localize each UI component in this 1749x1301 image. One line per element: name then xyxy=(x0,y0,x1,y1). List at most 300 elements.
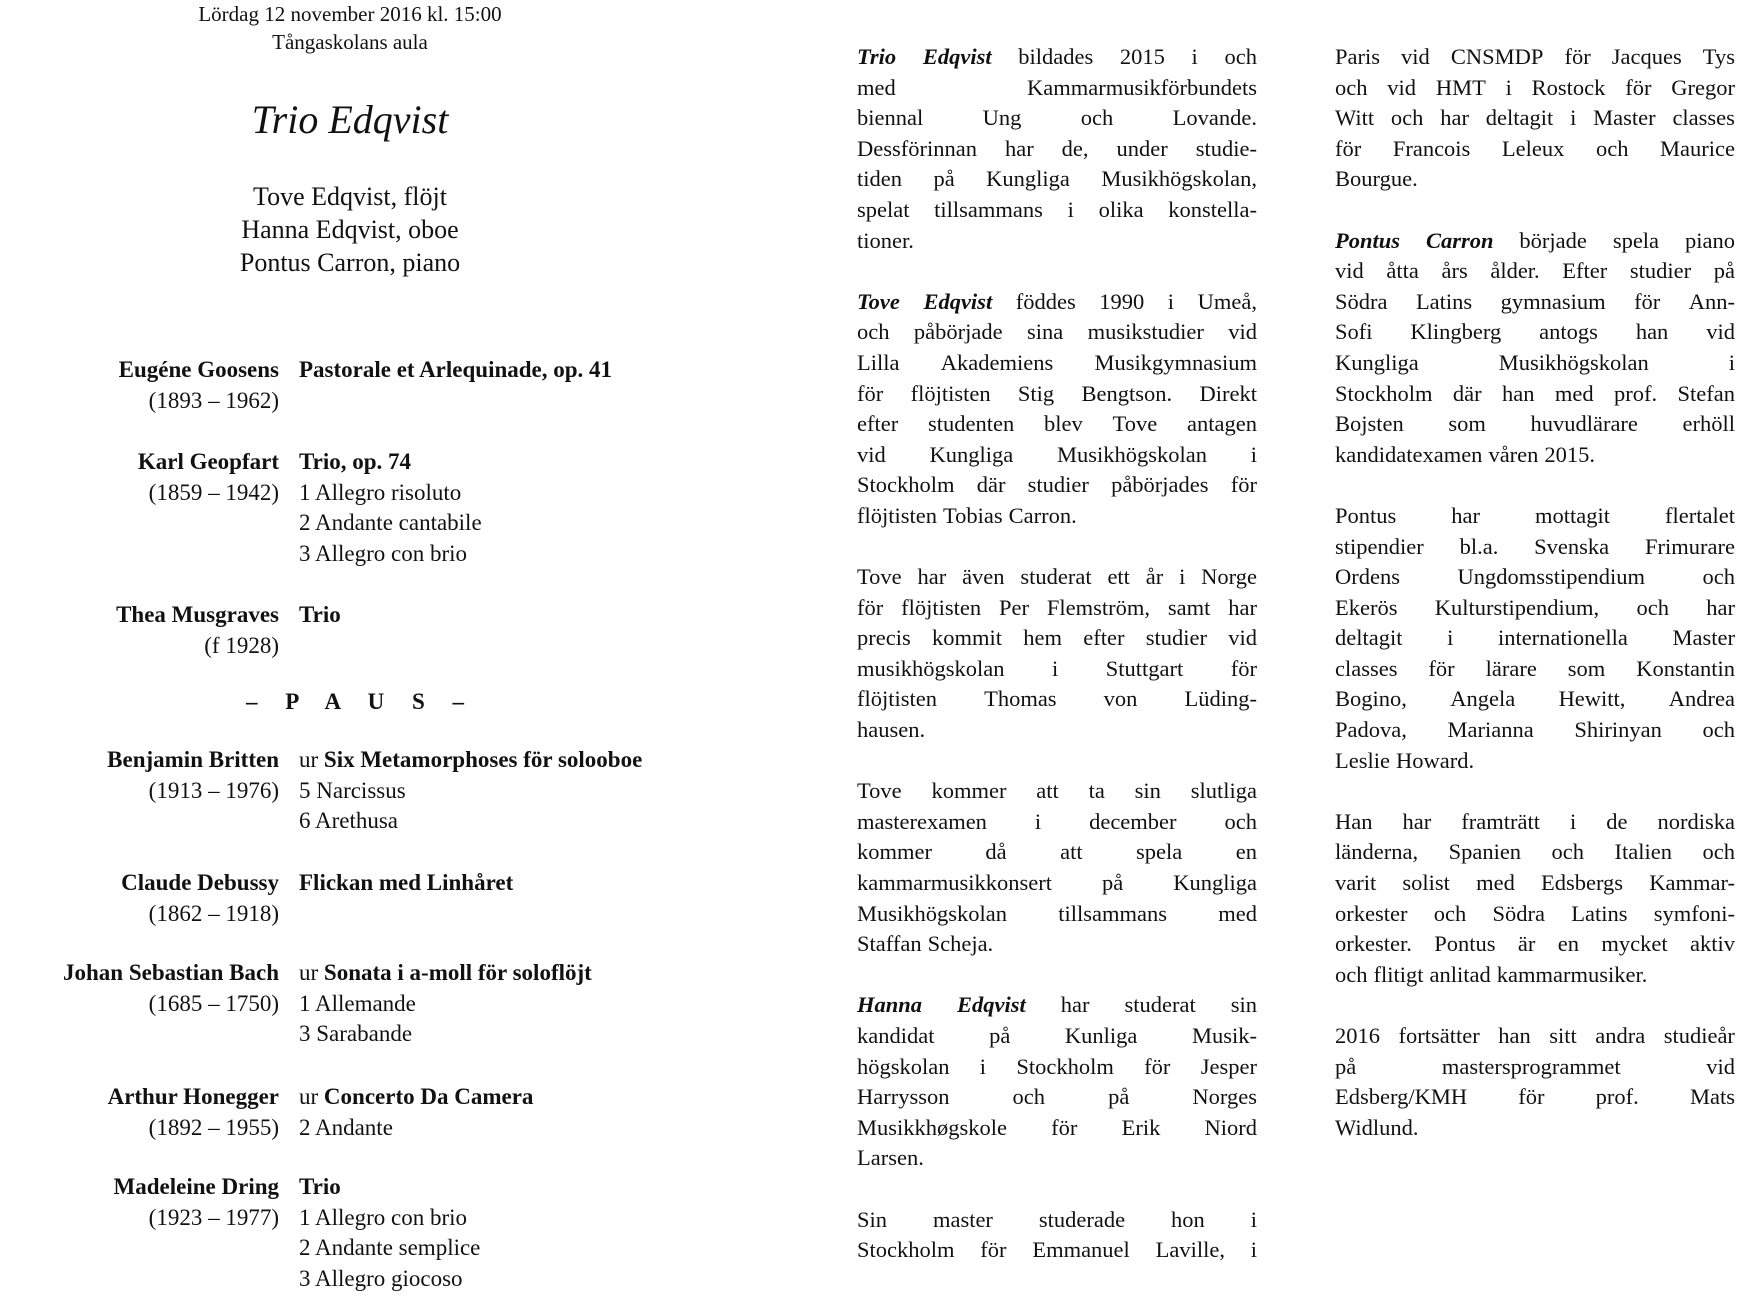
bio-word: Musikhögskolan xyxy=(857,900,1008,926)
bio-word: i xyxy=(1179,564,1186,590)
bio-word: med xyxy=(1476,870,1515,896)
bio-word: Laville, xyxy=(1155,1237,1225,1263)
bio-word: orkester xyxy=(1335,900,1408,926)
bio-word: som xyxy=(1567,655,1606,681)
bio-line xyxy=(857,348,1257,379)
bio-word: internationella xyxy=(1497,625,1628,651)
bio-word: Scheja. xyxy=(927,931,994,957)
bio-paragraph xyxy=(1335,1021,1735,1143)
movement: 2 Andante xyxy=(299,1114,393,1140)
bio-word: antogs xyxy=(1539,319,1598,345)
bio-word: blev xyxy=(1044,411,1083,437)
bio-word: Jesper xyxy=(1200,1053,1257,1079)
bio-word: har xyxy=(1440,105,1469,131)
bio-word: vid xyxy=(1228,625,1257,651)
bio-word: Stig xyxy=(1017,380,1055,406)
bio-word: mastersprogrammet xyxy=(1441,1053,1621,1079)
bio-word: kandidatexamen xyxy=(1335,441,1483,467)
bio-word: Tove xyxy=(1112,411,1158,437)
bio-word: spela xyxy=(1136,839,1183,865)
bio-word: bl.a. xyxy=(1459,533,1499,559)
work-title-line xyxy=(299,868,759,899)
bio-word: år xyxy=(1145,564,1164,590)
bio-word: Carron. xyxy=(1008,502,1077,528)
bio-word: en xyxy=(1557,931,1579,957)
bio-word: med xyxy=(1218,900,1257,926)
bio-word: Shirinyan xyxy=(1574,717,1662,743)
bio-line xyxy=(1335,807,1735,838)
bio-word: musikhögskolan xyxy=(857,655,1005,681)
work-block xyxy=(299,355,759,386)
bio-line xyxy=(1335,256,1735,287)
bio-word: classes xyxy=(1672,105,1735,131)
bio-line xyxy=(857,501,1257,532)
movement: 1 Allegro con brio xyxy=(299,1204,467,1230)
bio-word: för xyxy=(1144,1053,1171,1079)
bio-word: på xyxy=(1713,258,1735,284)
bio-word: och xyxy=(1702,564,1735,590)
bio-word: Tove xyxy=(857,778,902,804)
bio-line xyxy=(857,42,1257,73)
composer-years: (1893 – 1962) xyxy=(148,387,279,413)
bio-lead-word: Trio xyxy=(857,44,897,69)
bio-word: för xyxy=(980,1237,1007,1263)
bio-word: började xyxy=(1519,227,1587,253)
work-block xyxy=(299,745,759,837)
bio-word: hem xyxy=(1023,625,1062,651)
bio-word: och xyxy=(1012,1084,1046,1110)
bio-word: Dessförinnan xyxy=(857,135,977,161)
performer: Pontus Carron, piano xyxy=(239,248,461,277)
bio-word: huvudlärare xyxy=(1530,411,1638,437)
movement: 5 Narcissus xyxy=(299,777,406,803)
bio-line xyxy=(857,715,1257,746)
bio-word: 2015 xyxy=(1119,44,1165,69)
bio-word: Gregor xyxy=(1671,74,1735,100)
bio-word: att xyxy=(1036,778,1059,804)
performer: Hanna Edqvist, oboe xyxy=(241,215,459,244)
bio-word: Lüding- xyxy=(1184,686,1257,712)
bio-word: han xyxy=(1635,319,1669,345)
bio-word: för xyxy=(1564,44,1591,69)
bio-word: sin xyxy=(1134,778,1161,804)
bio-line xyxy=(1335,440,1735,471)
bio-line xyxy=(857,562,1257,593)
bio-word: i xyxy=(1250,441,1257,467)
bio-word: har xyxy=(1228,594,1257,620)
bio-word: spelat xyxy=(857,196,910,222)
bio-word: Efter xyxy=(1562,258,1608,284)
work-prefix: ur xyxy=(299,960,324,985)
bio-line xyxy=(857,440,1257,471)
bio-line xyxy=(1335,348,1735,379)
bio-word: och xyxy=(1702,717,1735,743)
bio-line xyxy=(1335,1113,1735,1144)
bio-lead-word: Hanna xyxy=(857,992,923,1018)
bio-word: Edsberg/KMH xyxy=(1335,1084,1468,1110)
bio-word: tiden xyxy=(857,166,902,192)
bio-word: kommer xyxy=(931,778,1007,804)
bio-word: Kungliga xyxy=(986,166,1070,192)
composer-years: (1859 – 1942) xyxy=(148,479,279,505)
bio-line xyxy=(857,1113,1257,1144)
bio-word: deltagit xyxy=(1335,625,1403,651)
bio-word: Ekerös xyxy=(1335,594,1398,620)
bio-line xyxy=(857,1082,1257,1113)
bio-word: Pontus xyxy=(1434,931,1496,957)
bio-line xyxy=(857,990,1257,1021)
bio-word: Konstantin xyxy=(1636,655,1735,681)
bio-word: och xyxy=(1551,839,1585,865)
bio-word: för xyxy=(1230,655,1257,681)
bio-lead-word: Pontus xyxy=(1335,227,1401,253)
bio-word: och xyxy=(1335,961,1368,987)
bio-line xyxy=(857,470,1257,501)
work-block xyxy=(299,868,759,899)
bio-line xyxy=(857,593,1257,624)
bio-word: Stockholm xyxy=(857,472,955,498)
bio-word: kammarmusikkonsert xyxy=(857,870,1052,896)
bio-word: i xyxy=(1067,196,1074,222)
bio-word: Maurice xyxy=(1660,135,1735,161)
bio-word: flertalet xyxy=(1665,502,1735,528)
bio-word: prof. xyxy=(1614,380,1658,406)
bio-word: Widlund. xyxy=(1335,1114,1419,1140)
bio-word: Padova, xyxy=(1335,717,1407,743)
bio-column-1 xyxy=(857,42,1257,1296)
bio-word: har xyxy=(1402,808,1432,834)
bio-word: för xyxy=(1051,1114,1078,1140)
bio-word: sitt xyxy=(1549,1023,1577,1048)
bio-line xyxy=(1335,1021,1735,1052)
bio-paragraph xyxy=(1335,42,1735,195)
bio-word: musikstudier xyxy=(1087,319,1204,345)
bio-word: Hewitt, xyxy=(1558,686,1626,712)
bio-line xyxy=(1335,501,1735,532)
bio-word: Flemström, xyxy=(1046,594,1151,620)
bio-word: Harrysson xyxy=(857,1084,950,1110)
bio-word: Musik- xyxy=(1191,1023,1257,1048)
bio-word: och xyxy=(1702,839,1735,865)
composer-years: (f 1928) xyxy=(204,632,279,658)
bio-word: sin xyxy=(1230,992,1257,1018)
bio-word: studerat xyxy=(1020,564,1092,590)
bio-word: länderna, xyxy=(1335,839,1419,865)
bio-line xyxy=(1335,287,1735,318)
bio-line xyxy=(1335,42,1735,73)
bio-line xyxy=(857,103,1257,134)
bio-word: för xyxy=(857,594,884,620)
bio-word: kandidat xyxy=(857,1023,935,1048)
bio-word: Bourgue. xyxy=(1335,166,1418,192)
bio-word: Mats xyxy=(1689,1084,1735,1110)
bio-word: i xyxy=(1505,74,1512,100)
bio-word: för xyxy=(1625,74,1652,100)
bio-word: som xyxy=(1448,411,1486,437)
bio-word: Stefan xyxy=(1677,380,1735,406)
bio-word: spela xyxy=(1612,227,1660,253)
bio-word: precis xyxy=(857,625,911,651)
bio-paragraph xyxy=(857,42,1257,256)
bio-word: erhöll xyxy=(1682,411,1735,437)
bio-word: symfoni- xyxy=(1653,900,1735,926)
bio-line xyxy=(857,776,1257,807)
bio-line xyxy=(1335,1082,1735,1113)
bio-word: biennal xyxy=(857,105,924,131)
bio-word: Andrea xyxy=(1668,686,1735,712)
bio-word: hon xyxy=(1171,1206,1205,1232)
movement: 1 Allemande xyxy=(299,990,416,1016)
bio-word: Ung xyxy=(982,105,1022,131)
bio-word: på xyxy=(1108,1084,1130,1110)
work-title-line xyxy=(299,958,759,989)
performer: Tove Edqvist, flöjt xyxy=(253,182,447,211)
composer-name: Benjamin Britten xyxy=(107,747,279,772)
composer-name: Claude Debussy xyxy=(121,870,279,895)
bio-word: i xyxy=(1167,288,1175,314)
composer-block xyxy=(0,1082,279,1143)
bio-line xyxy=(1335,379,1735,410)
movement: 3 Allegro giocoso xyxy=(299,1265,463,1291)
bio-word: Erik xyxy=(1121,1114,1161,1140)
bio-word: där xyxy=(976,472,1006,498)
composer-block xyxy=(0,745,279,806)
bio-word: och xyxy=(857,319,890,345)
bio-word: Thomas xyxy=(984,686,1057,712)
bio-word: för xyxy=(1230,472,1257,498)
bio-word: Kammarmusikförbundets xyxy=(1027,74,1257,100)
bio-word: HMT xyxy=(1435,74,1486,100)
bio-line xyxy=(1335,134,1735,165)
bio-word: Pontus xyxy=(1335,502,1397,528)
bio-word: i xyxy=(1191,44,1198,69)
bio-word: påbörjades xyxy=(1111,472,1209,498)
bio-word: Lilla xyxy=(857,349,900,375)
work-block xyxy=(299,600,759,631)
bio-word: har xyxy=(1706,594,1735,620)
bio-word: olika xyxy=(1098,196,1144,222)
bio-word: högskolan xyxy=(857,1053,950,1079)
bio-line xyxy=(857,1021,1257,1052)
bio-word: Larsen. xyxy=(857,1145,924,1171)
bio-word: i xyxy=(1728,349,1735,375)
composer-years: (1913 – 1976) xyxy=(148,777,279,803)
bio-lead-word: Edqvist xyxy=(923,288,993,314)
bio-word: Kunliga xyxy=(1064,1023,1138,1048)
bio-word: Kungliga xyxy=(929,441,1014,467)
composer-name: Eugéne Goosens xyxy=(118,357,279,382)
bio-word: Han xyxy=(1335,808,1373,834)
composer-name: Johan Sebastian Bach xyxy=(62,960,279,985)
bio-word: påbörjade xyxy=(913,319,1003,345)
bio-word: Akademiens xyxy=(940,349,1054,375)
bio-word: och xyxy=(1595,135,1629,161)
bio-word: master xyxy=(932,1206,993,1232)
bio-word: Witt xyxy=(1335,105,1375,131)
work-title-line xyxy=(299,600,759,631)
bio-line xyxy=(857,684,1257,715)
bio-word: samt xyxy=(1167,594,1211,620)
bio-lead-word: Carron xyxy=(1425,227,1494,253)
bio-word: föddes xyxy=(1015,288,1076,314)
bio-word: ett xyxy=(1107,564,1130,590)
bio-word: Lovande. xyxy=(1172,105,1257,131)
composer-name: Madeleine Dring xyxy=(113,1174,279,1199)
bio-word: även xyxy=(962,564,1005,590)
bio-line xyxy=(1335,654,1735,685)
bio-line xyxy=(1335,73,1735,104)
bio-word: Per xyxy=(999,594,1029,620)
bio-word: Stockholm xyxy=(1016,1053,1114,1079)
bio-line xyxy=(1335,715,1735,746)
bio-word: har xyxy=(1004,135,1034,161)
bio-word: gymnasium xyxy=(1500,288,1606,314)
bio-word: andra xyxy=(1595,1023,1646,1048)
bio-word: har xyxy=(1451,502,1481,528)
bio-paragraph xyxy=(857,990,1257,1174)
bio-word: Angela xyxy=(1450,686,1516,712)
bio-word: han xyxy=(1498,1023,1531,1048)
composer-years: (1685 – 1750) xyxy=(148,990,279,1016)
bio-word: Francois xyxy=(1392,135,1471,161)
work-block xyxy=(299,958,759,1050)
bio-word: års xyxy=(1441,258,1468,284)
bio-word: Kammar- xyxy=(1649,870,1735,896)
bio-word: Latins xyxy=(1415,288,1473,314)
bio-word: flöjtisten xyxy=(910,380,991,406)
bio-line xyxy=(857,837,1257,868)
work-title: Pastorale et Arlequinade, op. 41 xyxy=(299,357,613,382)
bio-word: i xyxy=(1034,808,1042,834)
bio-line xyxy=(1335,532,1735,563)
bio-line xyxy=(857,379,1257,410)
bio-word: Stuttgart xyxy=(1105,655,1184,681)
bio-word: Edsbergs xyxy=(1540,870,1624,896)
bio-word: solist xyxy=(1402,870,1450,896)
bio-word: 2016 xyxy=(1335,1023,1380,1048)
bio-line xyxy=(857,623,1257,654)
bio-word: Musikgymnasium xyxy=(1094,349,1257,375)
bio-word: har xyxy=(917,564,947,590)
bio-word: är xyxy=(1517,931,1536,957)
work-title-line xyxy=(299,745,759,776)
bio-word: i xyxy=(1569,808,1577,834)
bio-word: mottagit xyxy=(1535,502,1611,528)
bio-word: Rostock xyxy=(1531,74,1606,100)
bio-lead-word: Tove xyxy=(857,288,900,314)
composer-name: Thea Musgraves xyxy=(116,602,279,627)
work-block xyxy=(299,1082,759,1143)
bio-word: ta xyxy=(1088,778,1105,804)
bio-paragraph xyxy=(1335,226,1735,471)
bio-line xyxy=(857,73,1257,104)
bio-word: Niord xyxy=(1204,1114,1257,1140)
bio-word: Sin xyxy=(857,1206,888,1232)
bio-word: med xyxy=(1554,380,1594,406)
bio-word: Umeå, xyxy=(1197,288,1257,314)
bio-line xyxy=(857,134,1257,165)
bio-word: nordiska xyxy=(1657,808,1735,834)
work-title: Sonata i a-moll för soloflöjt xyxy=(323,960,592,985)
bio-word: Direkt xyxy=(1199,380,1257,406)
bio-word: studie- xyxy=(1195,135,1257,161)
bio-word: på xyxy=(933,166,955,192)
composer-name: Karl Geopfart xyxy=(137,449,279,474)
bio-word: Norges xyxy=(1192,1084,1257,1110)
ensemble-title: Trio Edqvist xyxy=(251,97,449,142)
bio-word: Italien xyxy=(1614,839,1672,865)
bio-word: de xyxy=(1606,808,1628,834)
bio-word: på xyxy=(989,1023,1011,1048)
bio-word: Musikkhøgskole xyxy=(857,1114,1008,1140)
bio-word: vid xyxy=(857,441,886,467)
bio-word: vid xyxy=(1706,319,1735,345)
work-title-line xyxy=(299,447,759,478)
bio-line xyxy=(1335,837,1735,868)
composer-years: (1862 – 1918) xyxy=(148,900,279,926)
bio-word: och xyxy=(1390,105,1424,131)
bio-word: vid xyxy=(1387,74,1417,100)
bio-word: lärare xyxy=(1485,655,1537,681)
bio-word: slutliga xyxy=(1190,778,1257,804)
bio-word: ålder. xyxy=(1490,258,1540,284)
bio-word: och xyxy=(1224,44,1257,69)
bio-word: vid xyxy=(1228,319,1257,345)
bio-line xyxy=(857,654,1257,685)
bio-word: våren xyxy=(1488,441,1539,467)
composer-block xyxy=(0,447,279,508)
bio-word: anlitad xyxy=(1429,961,1491,987)
bio-word: 2015. xyxy=(1544,441,1596,467)
bio-word: Paris xyxy=(1335,44,1380,69)
composer-years: (1923 – 1977) xyxy=(148,1204,279,1230)
bio-line xyxy=(1335,562,1735,593)
bio-word: sina xyxy=(1026,319,1064,345)
bio-word: Leleux xyxy=(1501,135,1565,161)
bio-word: i xyxy=(979,1053,987,1079)
bio-word: Howard. xyxy=(1395,747,1475,773)
bio-line xyxy=(1335,868,1735,899)
bio-word: studier xyxy=(1027,472,1089,498)
work-title-line xyxy=(299,1172,759,1203)
bio-word: Staffan xyxy=(857,931,922,957)
bio-word: bildades xyxy=(1018,44,1094,69)
bio-word: orkester. xyxy=(1335,931,1412,957)
bio-word: Stockholm xyxy=(1335,380,1433,406)
bio-word: hausen. xyxy=(857,717,926,743)
bio-line xyxy=(1335,164,1735,195)
bio-line xyxy=(1335,103,1735,134)
work-title: Six Metamorphoses för solooboe xyxy=(323,747,643,772)
bio-word: studerat xyxy=(1124,992,1196,1018)
movement: 2 Andante cantabile xyxy=(299,510,482,536)
bio-word: Marianna xyxy=(1447,717,1534,743)
bio-word: Tove xyxy=(857,564,902,590)
bio-word: december xyxy=(1089,808,1177,834)
movement: 6 Arethusa xyxy=(299,808,399,834)
bio-paragraph xyxy=(857,1205,1257,1266)
bio-line xyxy=(1335,899,1735,930)
bio-word: tioner. xyxy=(857,227,914,253)
bio-line xyxy=(1335,317,1735,348)
bio-word: vid xyxy=(1401,44,1430,69)
bio-word: Sofi xyxy=(1335,319,1373,345)
bio-word: varit xyxy=(1335,870,1377,896)
bio-word: Bogino, xyxy=(1335,686,1407,712)
bio-lead-word: Edqvist xyxy=(957,992,1026,1018)
composer-block xyxy=(0,1172,279,1233)
bio-word: åtta xyxy=(1386,258,1419,284)
